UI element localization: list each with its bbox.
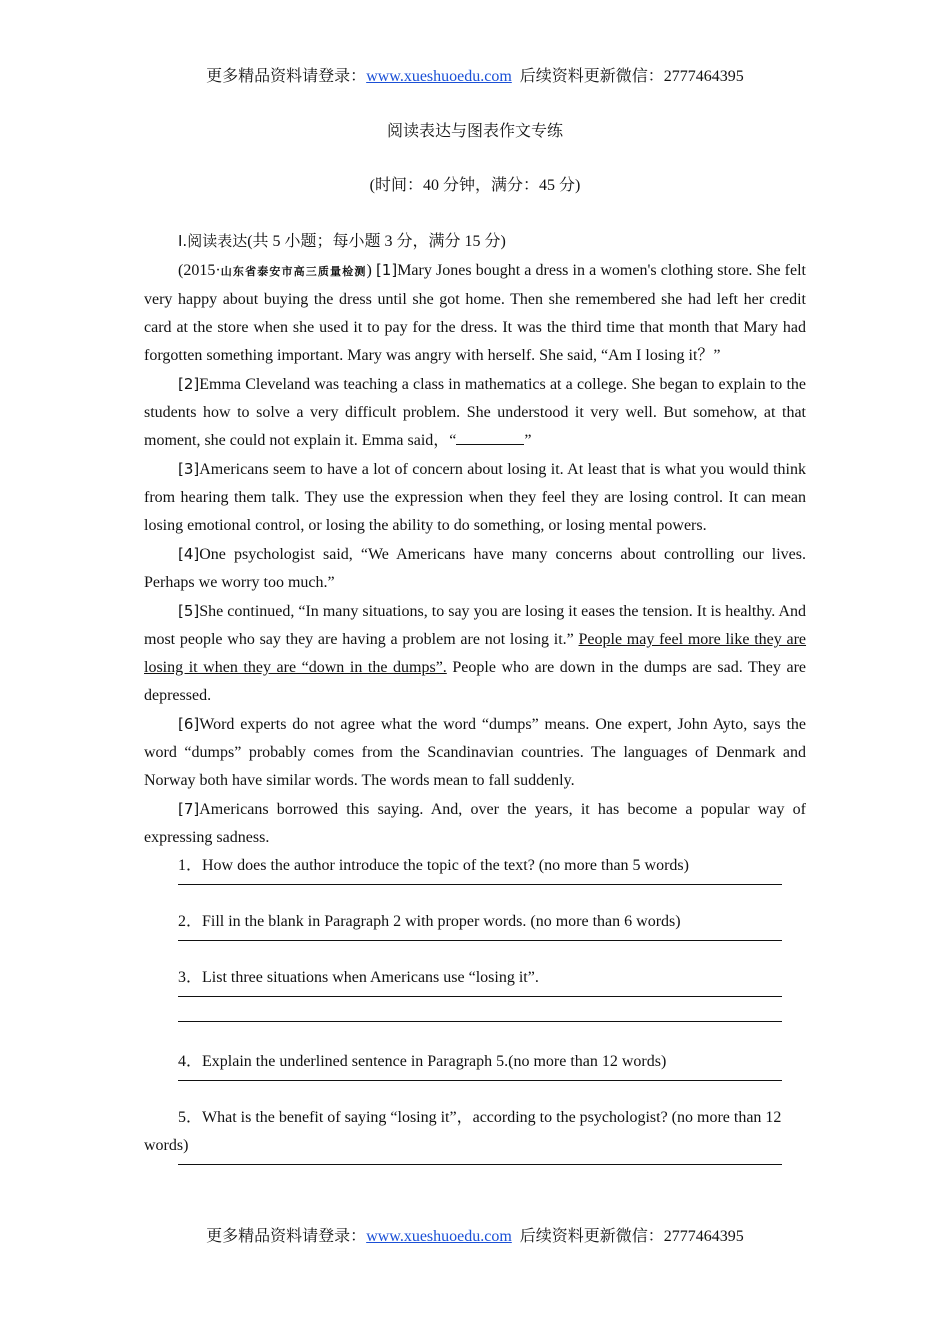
paragraph-3 [144, 455, 806, 540]
source-open: (2015· [178, 262, 221, 279]
section-rest: (共 5 小题；每小题 3 分，满分 15 分) [247, 233, 506, 250]
footer-prefix: 更多精品资料请登录： [206, 1228, 367, 1245]
paragraph-tail: People who are down in the dumps are sad. They are depressed. [144, 659, 806, 704]
document-body [144, 227, 806, 1165]
answer-line-1[interactable] [178, 884, 782, 885]
answer-line-2[interactable] [178, 940, 782, 941]
source-name: 山东省泰安市高三质量检测 [220, 265, 367, 278]
underlined-sentence: People may feel more like they are losing it when they are “down in the dumps”. [144, 631, 807, 676]
paragraph-text: Word experts do not agree what the word “dumps” means. One expert, John Ayto, says the word “dumps” probably comes from the Scandinavian countries. The languages of Denmark and Norway both have similar words. The words mean to fall suddenly. [144, 716, 806, 789]
answer-line-3a[interactable] [178, 996, 782, 997]
answer-line-4[interactable] [178, 1080, 782, 1081]
paragraph-6 [144, 710, 806, 795]
fill-blank [456, 428, 524, 445]
paragraph-4 [144, 540, 806, 597]
header-suffix: 后续资料更新微信：2777464395 [519, 68, 744, 85]
footer-suffix: 后续资料更新微信：2777464395 [519, 1228, 744, 1245]
question-3: 3．List three situations when Americans use “losing it”. [178, 969, 539, 986]
paragraph-number: [5] [178, 602, 200, 620]
section-heading [144, 227, 806, 256]
question-5: 5．What is the benefit of saying “losing it”，according to the psychologist? (no more than 12 words) [144, 1109, 782, 1154]
paragraph-number: [7] [178, 800, 200, 818]
paragraph-text: Americans seem to have a lot of concern about losing it. At least that is what you would think from hearing them talk. They use the expression when they feel they are losing control. It can mean losing emotional control, or losing the ability to do something, or losing mental powers. [144, 461, 806, 534]
paragraph-number: [1] [375, 261, 398, 279]
header-prefix: 更多精品资料请登录： [206, 68, 367, 85]
question-2: 2．Fill in the blank in Paragraph 2 with proper words. (no more than 6 words) [178, 913, 681, 930]
header-link[interactable]: www.xueshuoedu.com [366, 68, 512, 85]
footer-link[interactable]: www.xueshuoedu.com [366, 1228, 512, 1245]
paragraph-text: Mary Jones bought a dress in a women's clothing store. She felt very happy about buying the dress until she got home. Then she remembered she had left her credit card at the store when she used it to pay for the dress. It was the third time that month that Mary had forgotten something important. Mary was angry with herself. She said, “Am I losing it？” [144, 262, 807, 364]
section-label: Ⅰ.阅读表达 [178, 232, 248, 250]
paragraph-text: Americans borrowed this saying. And, over the years, it has become a popular way of expressing sadness. [144, 801, 806, 846]
question-4: 4．Explain the underlined sentence in Paragraph 5.(no more than 12 words) [178, 1053, 667, 1070]
paragraph-text: One psychologist said, “We Americans have many concerns about controlling our lives. Perhaps we worry too much.” [144, 546, 806, 591]
paragraph-number: [2] [178, 375, 200, 393]
paragraph-5 [144, 597, 806, 710]
question-1: 1．How does the author introduce the topic of the text? (no more than 5 words) [178, 857, 689, 874]
paragraph-number: [4] [178, 545, 200, 563]
paragraph-number: [6] [178, 715, 200, 733]
page-subtitle: (时间：40 分钟，满分：45 分) [369, 177, 581, 194]
footer-banner [0, 1227, 950, 1247]
source-close: ) [366, 262, 372, 279]
paragraph-1 [144, 256, 806, 370]
paragraph-7 [144, 795, 806, 852]
paragraph-text: She continued, “In many situations, to say you are losing it eases the tension. It is healthy. And most people who say they are having a problem are not losing it.” [144, 603, 806, 648]
paragraph-quote-end: ” [524, 432, 532, 449]
page-title: 阅读表达与图表作文专练 [386, 123, 563, 140]
header-banner [0, 67, 950, 87]
paragraph-2 [144, 370, 806, 455]
answer-line-3b[interactable] [178, 1021, 782, 1022]
paragraph-text: Emma Cleveland was teaching a class in mathematics at a college. She began to explain to the students how to solve a very difficult problem. She understood it very well. But somehow, at that moment, she could not explain it. Emma said，“ [144, 376, 806, 449]
answer-line-5[interactable] [178, 1164, 782, 1165]
paragraph-number: [3] [178, 460, 200, 478]
